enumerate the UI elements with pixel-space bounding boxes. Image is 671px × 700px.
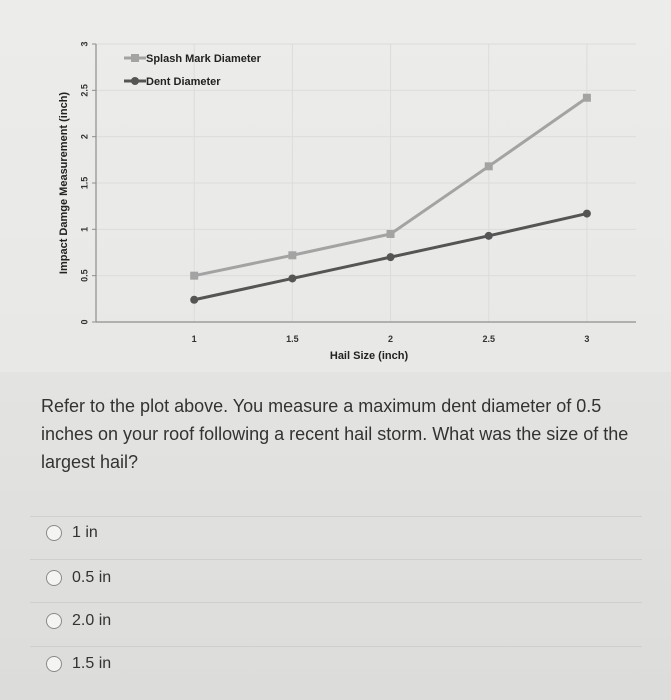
x-tick-label: 1.5 xyxy=(286,334,299,344)
x-tick-label: 3 xyxy=(584,334,590,344)
answer-option-3[interactable] xyxy=(46,608,111,634)
y-tick-label: 0.5 xyxy=(79,269,90,282)
y-axis-title: Impact Damge Measurement (inch) xyxy=(57,91,70,275)
legend-marker-circle xyxy=(131,77,139,85)
data-point-square xyxy=(583,94,591,102)
answer-option-1[interactable] xyxy=(46,520,98,546)
x-tick-label: 2 xyxy=(388,334,394,344)
legend-marker-square xyxy=(131,54,139,62)
divider xyxy=(30,602,642,603)
option-label: 1.5 in xyxy=(72,655,112,672)
data-point-circle xyxy=(387,253,395,261)
y-tick-label: 0 xyxy=(79,319,90,325)
divider xyxy=(30,646,642,647)
y-tick-label: 1 xyxy=(79,226,90,232)
radio-button[interactable] xyxy=(46,613,62,629)
y-tick-label: 2 xyxy=(79,134,90,140)
data-point-circle xyxy=(190,296,198,304)
radio-button[interactable] xyxy=(46,656,62,672)
radio-button[interactable] xyxy=(46,525,62,541)
divider xyxy=(30,559,642,560)
legend-label: Splash Mark Diameter xyxy=(146,53,261,65)
x-axis-title: Hail Size (inch) xyxy=(329,350,409,362)
data-point-circle xyxy=(485,232,493,240)
y-tick-label: 1.5 xyxy=(79,176,90,190)
y-tick-label: 2.5 xyxy=(79,84,90,97)
data-point-square xyxy=(288,251,296,259)
y-tick-label: 3 xyxy=(79,41,90,47)
legend-label: Dent Diameter xyxy=(146,76,221,88)
radio-button[interactable] xyxy=(46,570,62,586)
answer-option-2[interactable] xyxy=(46,565,111,591)
x-tick-label: 1 xyxy=(191,334,197,344)
data-point-square xyxy=(485,162,493,170)
option-label: 1 in xyxy=(72,524,98,541)
divider xyxy=(30,516,642,517)
data-point-square xyxy=(190,272,198,280)
data-point-circle xyxy=(288,274,296,282)
answer-option-4[interactable] xyxy=(46,651,111,677)
data-point-square xyxy=(387,230,395,238)
x-tick-label: 2.5 xyxy=(482,334,495,344)
question-text: Refer to the plot above. You measure a maximum dent diameter of 0.5 inches on your roof following a recent hail storm. What was the size of the largest hail? xyxy=(41,396,629,472)
option-label: 2.0 in xyxy=(72,612,112,629)
option-label: 0.5 in xyxy=(72,569,112,586)
data-point-circle xyxy=(583,210,591,218)
